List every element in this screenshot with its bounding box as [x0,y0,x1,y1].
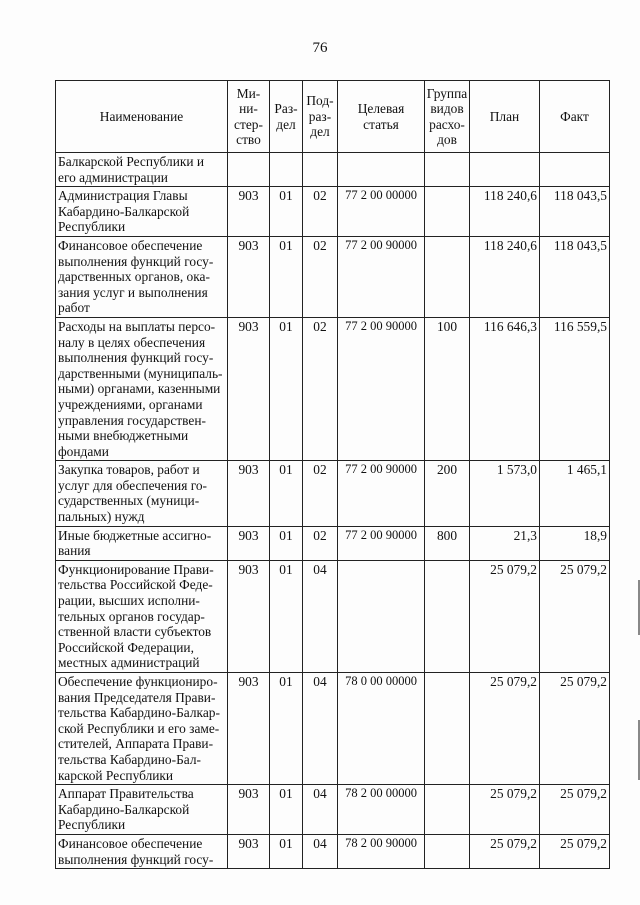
cell-ministry: 903 [228,461,270,526]
cell-name: Аппарат Правительства Кабардино-Балкарской Республики [56,785,228,835]
cell-name: Расходы на выплаты персо- налу в целях обеспечения выполнения функций госу- дарственными (муниципаль- ными) органами, казенными учреждениями, органами управления государствен- ными внебюджетными фондами [56,317,228,460]
cell-target-article: 77 2 00 90000 [338,526,425,560]
cell-ministry: 903 [228,560,270,672]
cell-fact: 116 559,5 [540,317,610,460]
cell-section: 01 [270,236,303,317]
cell-plan [470,153,540,187]
cell-target-article: 78 0 00 00000 [338,673,425,785]
cell-fact: 25 079,2 [540,785,610,835]
cell-name: Балкарской Республики и его администрации [56,153,228,187]
cell-ministry: 903 [228,187,270,237]
cell-expense-group [425,187,470,237]
page-number: 76 [312,40,328,56]
cell-target-article: 77 2 00 90000 [338,461,425,526]
cell-fact: 118 043,5 [540,187,610,237]
cell-ministry: 903 [228,317,270,460]
cell-plan: 116 646,3 [470,317,540,460]
cell-plan: 118 240,6 [470,187,540,237]
cell-subsection: 02 [303,526,338,560]
cell-section: 01 [270,317,303,460]
cell-subsection: 04 [303,785,338,835]
cell-subsection: 04 [303,834,338,868]
cell-fact: 18,9 [540,526,610,560]
cell-name: Финансовое обеспечение выполнения функций госу- дарственных органов, ока- зания услуг и выполнения работ [56,236,228,317]
cell-expense-group: 100 [425,317,470,460]
cell-subsection: 04 [303,560,338,672]
cell-expense-group [425,236,470,317]
cell-ministry: 903 [228,834,270,868]
table-row [56,236,610,317]
cell-name: Обеспечение функциониро- вания Председателя Прави- тельства Кабардино-Балкар- ской Республики и его заме- стителей, Аппарата Прави- тельства Кабардино-Бал- карской Республики [56,673,228,785]
cell-expense-group [425,560,470,672]
cell-subsection [303,153,338,187]
cell-fact: 25 079,2 [540,834,610,868]
cell-section: 01 [270,834,303,868]
cell-subsection: 02 [303,461,338,526]
cell-fact: 25 079,2 [540,560,610,672]
table-row [56,560,610,672]
cell-name: Иные бюджетные ассигно- вания [56,526,228,560]
table-row [56,673,610,785]
cell-ministry: 903 [228,526,270,560]
cell-section: 01 [270,187,303,237]
cell-target-article: 78 2 00 00000 [338,785,425,835]
table-row [56,153,610,187]
cell-ministry [228,153,270,187]
cell-target-article: 77 2 00 90000 [338,236,425,317]
table-row [56,526,610,560]
cell-plan: 25 079,2 [470,673,540,785]
cell-plan: 25 079,2 [470,560,540,672]
header-section: Раз- дел [270,81,303,153]
cell-section: 01 [270,461,303,526]
budget-table [55,80,610,869]
cell-plan: 25 079,2 [470,785,540,835]
cell-subsection: 02 [303,236,338,317]
cell-subsection: 04 [303,673,338,785]
table-row [56,317,610,460]
cell-expense-group [425,785,470,835]
header-fact: Факт [540,81,610,153]
cell-plan: 1 573,0 [470,461,540,526]
cell-fact: 118 043,5 [540,236,610,317]
cell-section: 01 [270,785,303,835]
header-plan: План [470,81,540,153]
cell-name: Финансовое обеспечение выполнения функций госу- [56,834,228,868]
cell-ministry: 903 [228,673,270,785]
header-expense-group: Группа видов расхо- дов [425,81,470,153]
cell-fact: 25 079,2 [540,673,610,785]
header-ministry: Ми- ни- стер- ство [228,81,270,153]
cell-expense-group [425,153,470,187]
cell-ministry: 903 [228,236,270,317]
cell-expense-group: 200 [425,461,470,526]
table-body [56,153,610,869]
cell-section: 01 [270,560,303,672]
cell-plan: 118 240,6 [470,236,540,317]
cell-name: Функционирование Прави- тельства Российской Феде- рации, высших исполни- тельных органов государ- ственной власти субъектов Российской Федерации, местных администраций [56,560,228,672]
cell-subsection: 02 [303,317,338,460]
cell-target-article: 77 2 00 00000 [338,187,425,237]
cell-name: Закупка товаров, работ и услуг для обеспечения го- сударственных (муници- пальных) нужд [56,461,228,526]
table-row [56,187,610,237]
table-row [56,785,610,835]
cell-plan: 21,3 [470,526,540,560]
cell-fact [540,153,610,187]
cell-target-article: 77 2 00 90000 [338,317,425,460]
cell-target-article [338,560,425,672]
header-target-article: Целевая статья [338,81,425,153]
header-name: Наименование [56,81,228,153]
cell-plan: 25 079,2 [470,834,540,868]
table-header [56,81,610,153]
cell-section: 01 [270,526,303,560]
cell-expense-group: 800 [425,526,470,560]
table-row [56,834,610,868]
cell-target-article: 78 2 00 90000 [338,834,425,868]
cell-expense-group [425,673,470,785]
cell-section [270,153,303,187]
table-row [56,461,610,526]
cell-section: 01 [270,673,303,785]
header-subsection: Под- раз- дел [303,81,338,153]
cell-subsection: 02 [303,187,338,237]
cell-target-article [338,153,425,187]
cell-ministry: 903 [228,785,270,835]
cell-expense-group [425,834,470,868]
cell-name: Администрация Главы Кабардино-Балкарской Республики [56,187,228,237]
cell-fact: 1 465,1 [540,461,610,526]
